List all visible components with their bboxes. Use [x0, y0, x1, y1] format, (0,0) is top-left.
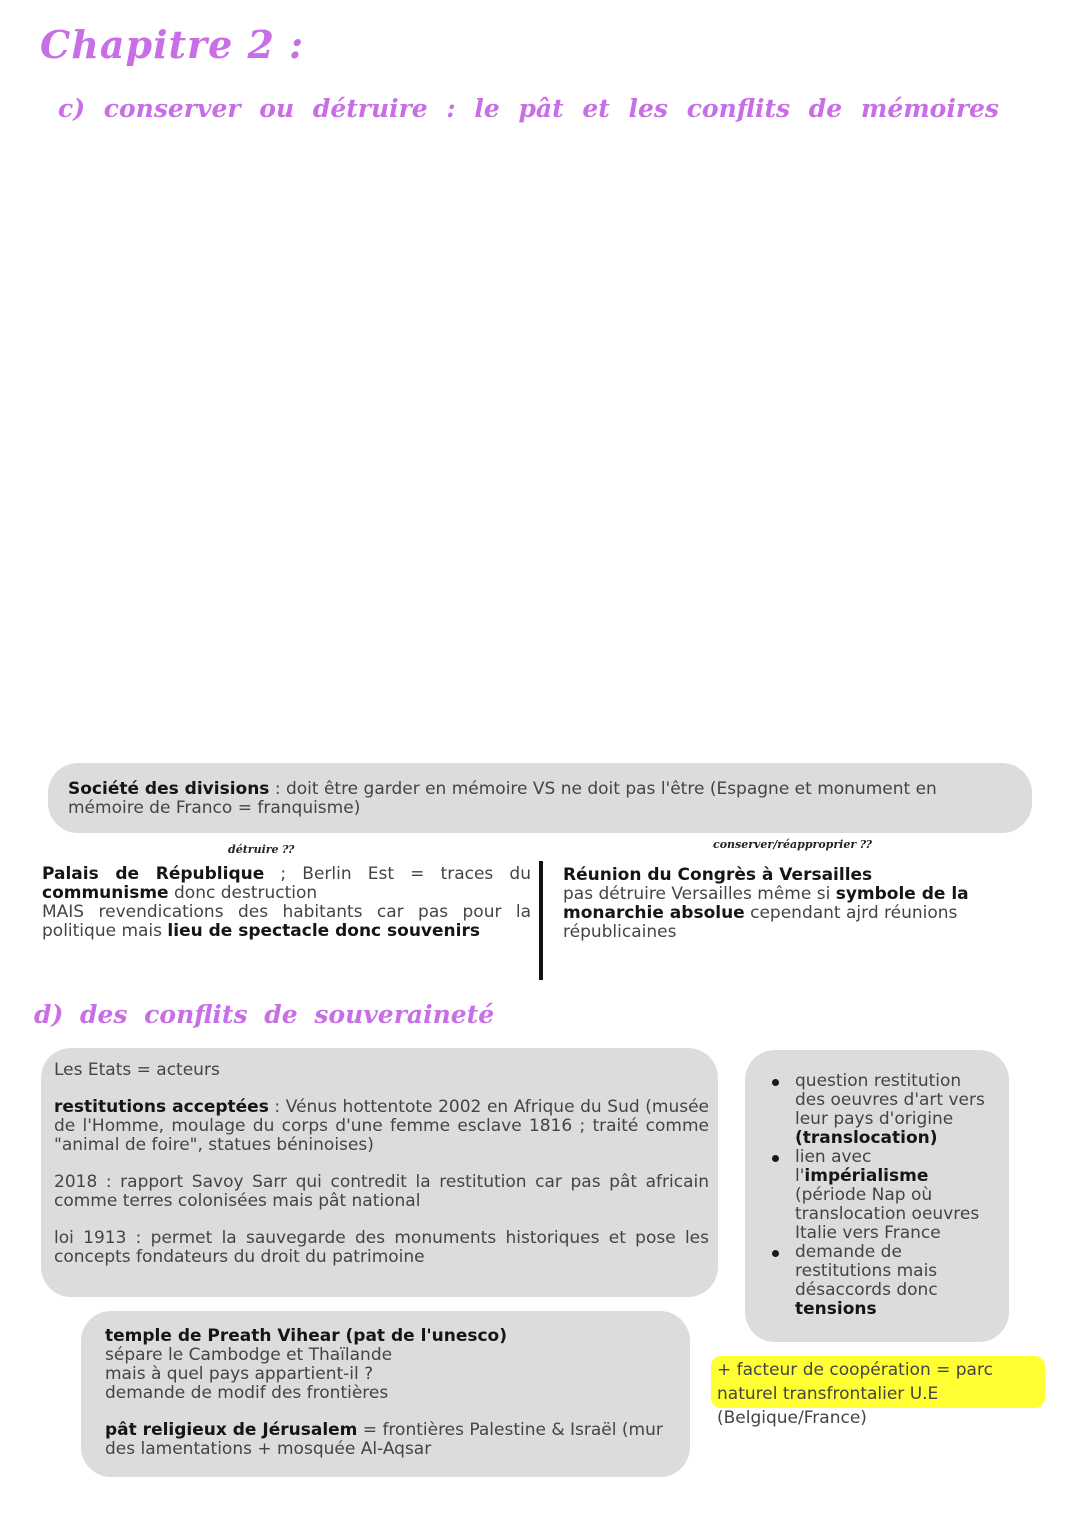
jerusalem-text: = frontières Palestine & Israël (mur des lamentations + mosquée Al-Aqsar	[105, 1420, 663, 1459]
destroy-label: détruire ⁇	[228, 843, 295, 856]
palais-title: Palais de République	[42, 864, 265, 884]
restitutions-bold: restitutions acceptées	[54, 1097, 269, 1117]
divisions-text: : doit être garder en mémoire VS ne doit pas l'être (Espagne et monument en mémoire de Franco = franquisme)	[68, 779, 937, 818]
jerusalem-bold: pât religieux de Jérusalem	[105, 1420, 358, 1440]
temple-line: demande de modif des frontières	[105, 1383, 389, 1403]
souvenirs-bold: lieu de spectacle donc souvenirs	[167, 921, 480, 941]
loi-text: loi 1913 : permet la sauvegarde des monuments historiques et pose les concepts fondateurs du droit du patrimoine	[54, 1228, 709, 1267]
conserve-column	[563, 866, 1063, 942]
versailles-title: Réunion du Congrès à Versailles	[563, 865, 873, 885]
versailles-text: pas détruire Versailles même si	[563, 884, 836, 904]
temple-box	[81, 1311, 690, 1477]
revendications-text: MAIS revendications des habitants car pas pour la politique mais	[42, 902, 531, 941]
chapter-title: Chapitre 2 :	[40, 22, 305, 67]
highlight-note: + facteur de coopération = parc naturel transfrontalier U.E (Belgique/France)	[711, 1356, 1045, 1408]
conserve-label: conserver/réapproprier ⁇	[713, 838, 872, 851]
section-d-title: d) des conflits de souveraineté	[34, 1000, 495, 1029]
divisions-bold: Société des divisions	[68, 779, 270, 799]
palais-text: ; Berlin Est = traces du	[264, 864, 531, 884]
list-item: question restitution des oeuvres d'art vers leur pays d'origine (translocation)	[767, 1072, 995, 1148]
etats-box	[41, 1048, 718, 1297]
destroy-column	[42, 865, 531, 941]
list-item: demande de restitutions mais désaccords donc tensions	[767, 1243, 995, 1319]
rapport-text: 2018 : rapport Savoy Sarr qui contredit la restitution car pas pât africain comme terres colonisées mais pât national	[54, 1172, 709, 1211]
monarchie-bold: symbole de la monarchie absolue	[563, 884, 969, 923]
temple-line: sépare le Cambodge et Thaïlande	[105, 1345, 393, 1365]
etats-line: Les Etats = acteurs	[54, 1060, 220, 1080]
section-c-title: c) conserver ou détruire : le pât et les conflits de mémoires	[58, 94, 1000, 123]
communisme-bold: communisme	[42, 883, 169, 903]
list-item: lien avec l'impérialisme (période Nap où translocation oeuvres Italie vers France	[767, 1148, 995, 1243]
temple-title: temple de Preath Vihear (pat de l'unesco)	[105, 1326, 507, 1346]
divisions-box	[48, 763, 1032, 833]
bullets-box	[745, 1050, 1009, 1342]
republicaines-text: cependant ajrd réunions républicaines	[563, 903, 958, 942]
column-divider	[539, 861, 543, 980]
destruction-text: donc destruction	[168, 883, 318, 903]
restitutions-text: : Vénus hottentote 2002 en Afrique du Sud (musée de l'Homme, moulage du corps d'une femme esclave 1816 ; traité comme "animal de foire", statues béninoises)	[54, 1097, 710, 1155]
temple-line: mais à quel pays appartient-il ?	[105, 1364, 374, 1384]
